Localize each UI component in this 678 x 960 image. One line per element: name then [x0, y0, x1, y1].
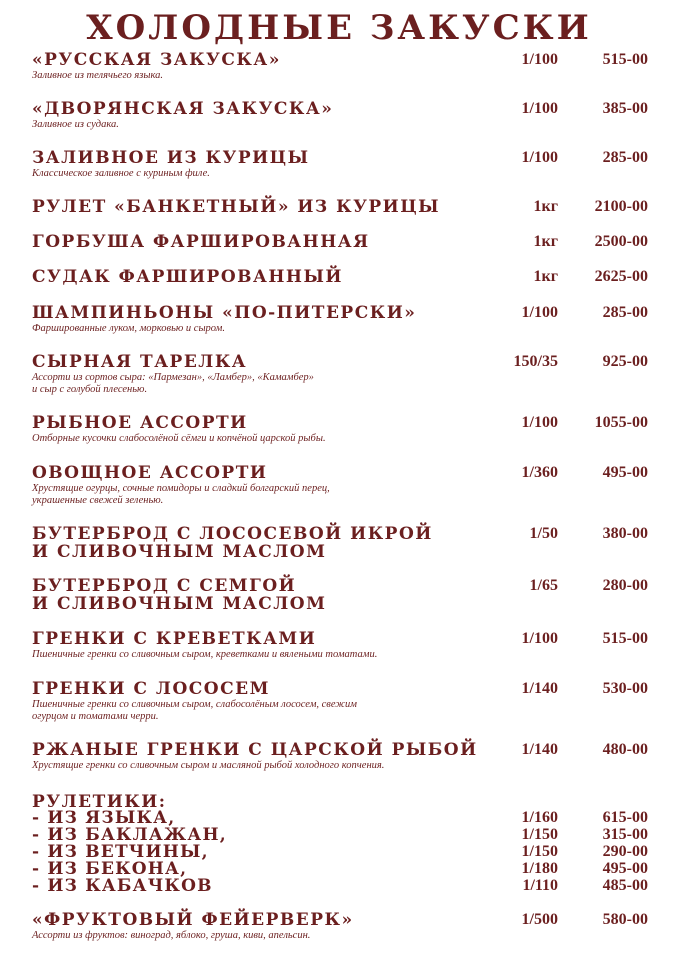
item-name: «РУССКАЯ ЗАКУСКА»: [32, 50, 281, 70]
menu-item: [32, 268, 648, 286]
item-name: БУТЕРБРОД С ЛОСОСЕВОЙ ИКРОЙ: [32, 524, 433, 544]
item-price: 480-00: [602, 741, 648, 758]
item-name: СЫРНАЯ ТАРЕЛКА: [32, 352, 248, 372]
roll-name: - ИЗ ЯЗЫКА,: [32, 808, 176, 828]
item-price: 2500-00: [594, 233, 648, 250]
item-price: 495-00: [602, 464, 648, 481]
item-price: 1055-00: [594, 414, 648, 431]
item-name: БУТЕРБРОД С СЕМГОЙ: [32, 576, 297, 596]
menu-item: [32, 414, 648, 445]
item-description: Хрустящие огурцы, сочные помидоры и сладкий болгарский перец,: [32, 483, 330, 494]
roll-price: 315-00: [602, 826, 648, 843]
item-quantity: 1кг: [533, 198, 558, 215]
item-quantity: 1/100: [521, 414, 558, 431]
menu-item: [32, 51, 648, 82]
item-price: 385-00: [602, 100, 648, 117]
menu-item: [32, 741, 648, 772]
item-price: 925-00: [602, 353, 648, 370]
roll-price: 615-00: [602, 809, 648, 826]
page-title: ХОЛОДНЫЕ ЗАКУСКИ: [86, 8, 592, 48]
item-description: Отборные кусочки слабосолёной сёмги и копчёной царской рыбы.: [32, 433, 326, 444]
item-quantity: 1кг: [533, 268, 558, 285]
roll-quantity: 1/180: [521, 860, 558, 877]
item-quantity: 1/100: [521, 149, 558, 166]
item-quantity: 1/50: [529, 525, 558, 542]
roll-row: [32, 877, 648, 895]
item-price: 530-00: [602, 680, 648, 697]
menu-item: [32, 233, 648, 251]
item-price: 285-00: [602, 304, 648, 321]
item-description: Заливное из телячьего языка.: [32, 70, 164, 81]
item-name: ГРЕНКИ С ЛОСОСЕМ: [32, 679, 270, 699]
roll-price: 290-00: [602, 843, 648, 860]
item-price: 580-00: [602, 911, 648, 928]
menu-item: [32, 198, 648, 216]
item-description: Ассорти из сортов сыра: «Пармезан», «Ламбер», «Камамбер»: [32, 372, 314, 383]
roll-name: - ИЗ БАКЛАЖАН,: [32, 825, 227, 845]
roll-name: - ИЗ ВЕТЧИНЫ,: [32, 842, 209, 862]
item-quantity: 1/100: [521, 304, 558, 321]
item-description: и сыр с голубой плесенью.: [32, 384, 148, 395]
item-name: ГРЕНКИ С КРЕВЕТКАМИ: [32, 629, 317, 649]
menu-item: [32, 353, 648, 396]
item-quantity: 1/500: [521, 911, 558, 928]
item-description: Пшеничные гренки со сливочным сыром, креветками и вялеными томатами.: [32, 649, 378, 660]
item-price: 2100-00: [594, 198, 648, 215]
menu-item: [32, 630, 648, 661]
roll-name: - ИЗ КАБАЧКОВ: [32, 876, 213, 896]
item-description: огурцом и томатами черри.: [32, 711, 159, 722]
roll-name: - ИЗ БЕКОНА,: [32, 859, 188, 879]
item-description: Заливное из судака.: [32, 119, 119, 130]
item-name: «ДВОРЯНСКАЯ ЗАКУСКА»: [32, 99, 334, 119]
item-quantity: 1/140: [521, 680, 558, 697]
menu-item: [32, 680, 648, 723]
item-price: 515-00: [602, 51, 648, 68]
item-description: Хрустящие гренки со сливочным сыром и масляной рыбой холодного копчения.: [32, 760, 385, 771]
roll-quantity: 1/160: [521, 809, 558, 826]
item-price: 515-00: [602, 630, 648, 647]
menu-item: [32, 911, 648, 942]
roll-quantity: 1/150: [521, 843, 558, 860]
item-name: И СЛИВОЧНЫМ МАСЛОМ: [32, 594, 327, 614]
rolls-heading: РУЛЕТИКИ:: [32, 792, 167, 812]
menu-item: [32, 304, 648, 335]
item-price: 285-00: [602, 149, 648, 166]
roll-quantity: 1/150: [521, 826, 558, 843]
item-price: 380-00: [602, 525, 648, 542]
item-quantity: 1/360: [521, 464, 558, 481]
menu-item: [32, 464, 648, 507]
item-quantity: 150/35: [513, 353, 558, 370]
item-quantity: 1/140: [521, 741, 558, 758]
item-description: Фаршированные луком, морковью и сыром.: [32, 323, 225, 334]
item-name: РУЛЕТ «БАНКЕТНЫЙ» ИЗ КУРИЦЫ: [32, 197, 441, 217]
item-quantity: 1/100: [521, 51, 558, 68]
item-quantity: 1кг: [533, 233, 558, 250]
item-quantity: 1/65: [529, 577, 558, 594]
menu-item: [32, 100, 648, 131]
item-quantity: 1/100: [521, 630, 558, 647]
item-description: Ассорти из фруктов: виноград, яблоко, груша, киви, апельсин.: [32, 930, 311, 941]
item-name: ЗАЛИВНОЕ ИЗ КУРИЦЫ: [32, 148, 310, 168]
menu-item: [32, 577, 648, 613]
item-quantity: 1/100: [521, 100, 558, 117]
roll-price: 495-00: [602, 860, 648, 877]
item-name: ГОРБУША ФАРШИРОВАННАЯ: [32, 232, 370, 252]
item-name: И СЛИВОЧНЫМ МАСЛОМ: [32, 542, 327, 562]
item-description: украшенные свежей зеленью.: [32, 495, 164, 506]
item-name: ОВОЩНОЕ АССОРТИ: [32, 463, 268, 483]
item-price: 2625-00: [594, 268, 648, 285]
roll-price: 485-00: [602, 877, 648, 894]
item-name: ШАМПИНЬОНЫ «ПО-ПИТЕРСКИ»: [32, 303, 417, 323]
item-price: 280-00: [602, 577, 648, 594]
item-description: Классическое заливное с куриным филе.: [32, 168, 210, 179]
roll-quantity: 1/110: [522, 877, 558, 894]
menu-item: [32, 149, 648, 180]
item-name: РЖАНЫЕ ГРЕНКИ С ЦАРСКОЙ РЫБОЙ: [32, 740, 478, 760]
item-description: Пшеничные гренки со сливочным сыром, слабосолёным лососем, свежим: [32, 699, 357, 710]
item-name: «ФРУКТОВЫЙ ФЕЙЕРВЕРК»: [32, 910, 354, 930]
item-name: РЫБНОЕ АССОРТИ: [32, 413, 248, 433]
menu-item: [32, 525, 648, 561]
item-name: СУДАК ФАРШИРОВАННЫЙ: [32, 267, 343, 287]
